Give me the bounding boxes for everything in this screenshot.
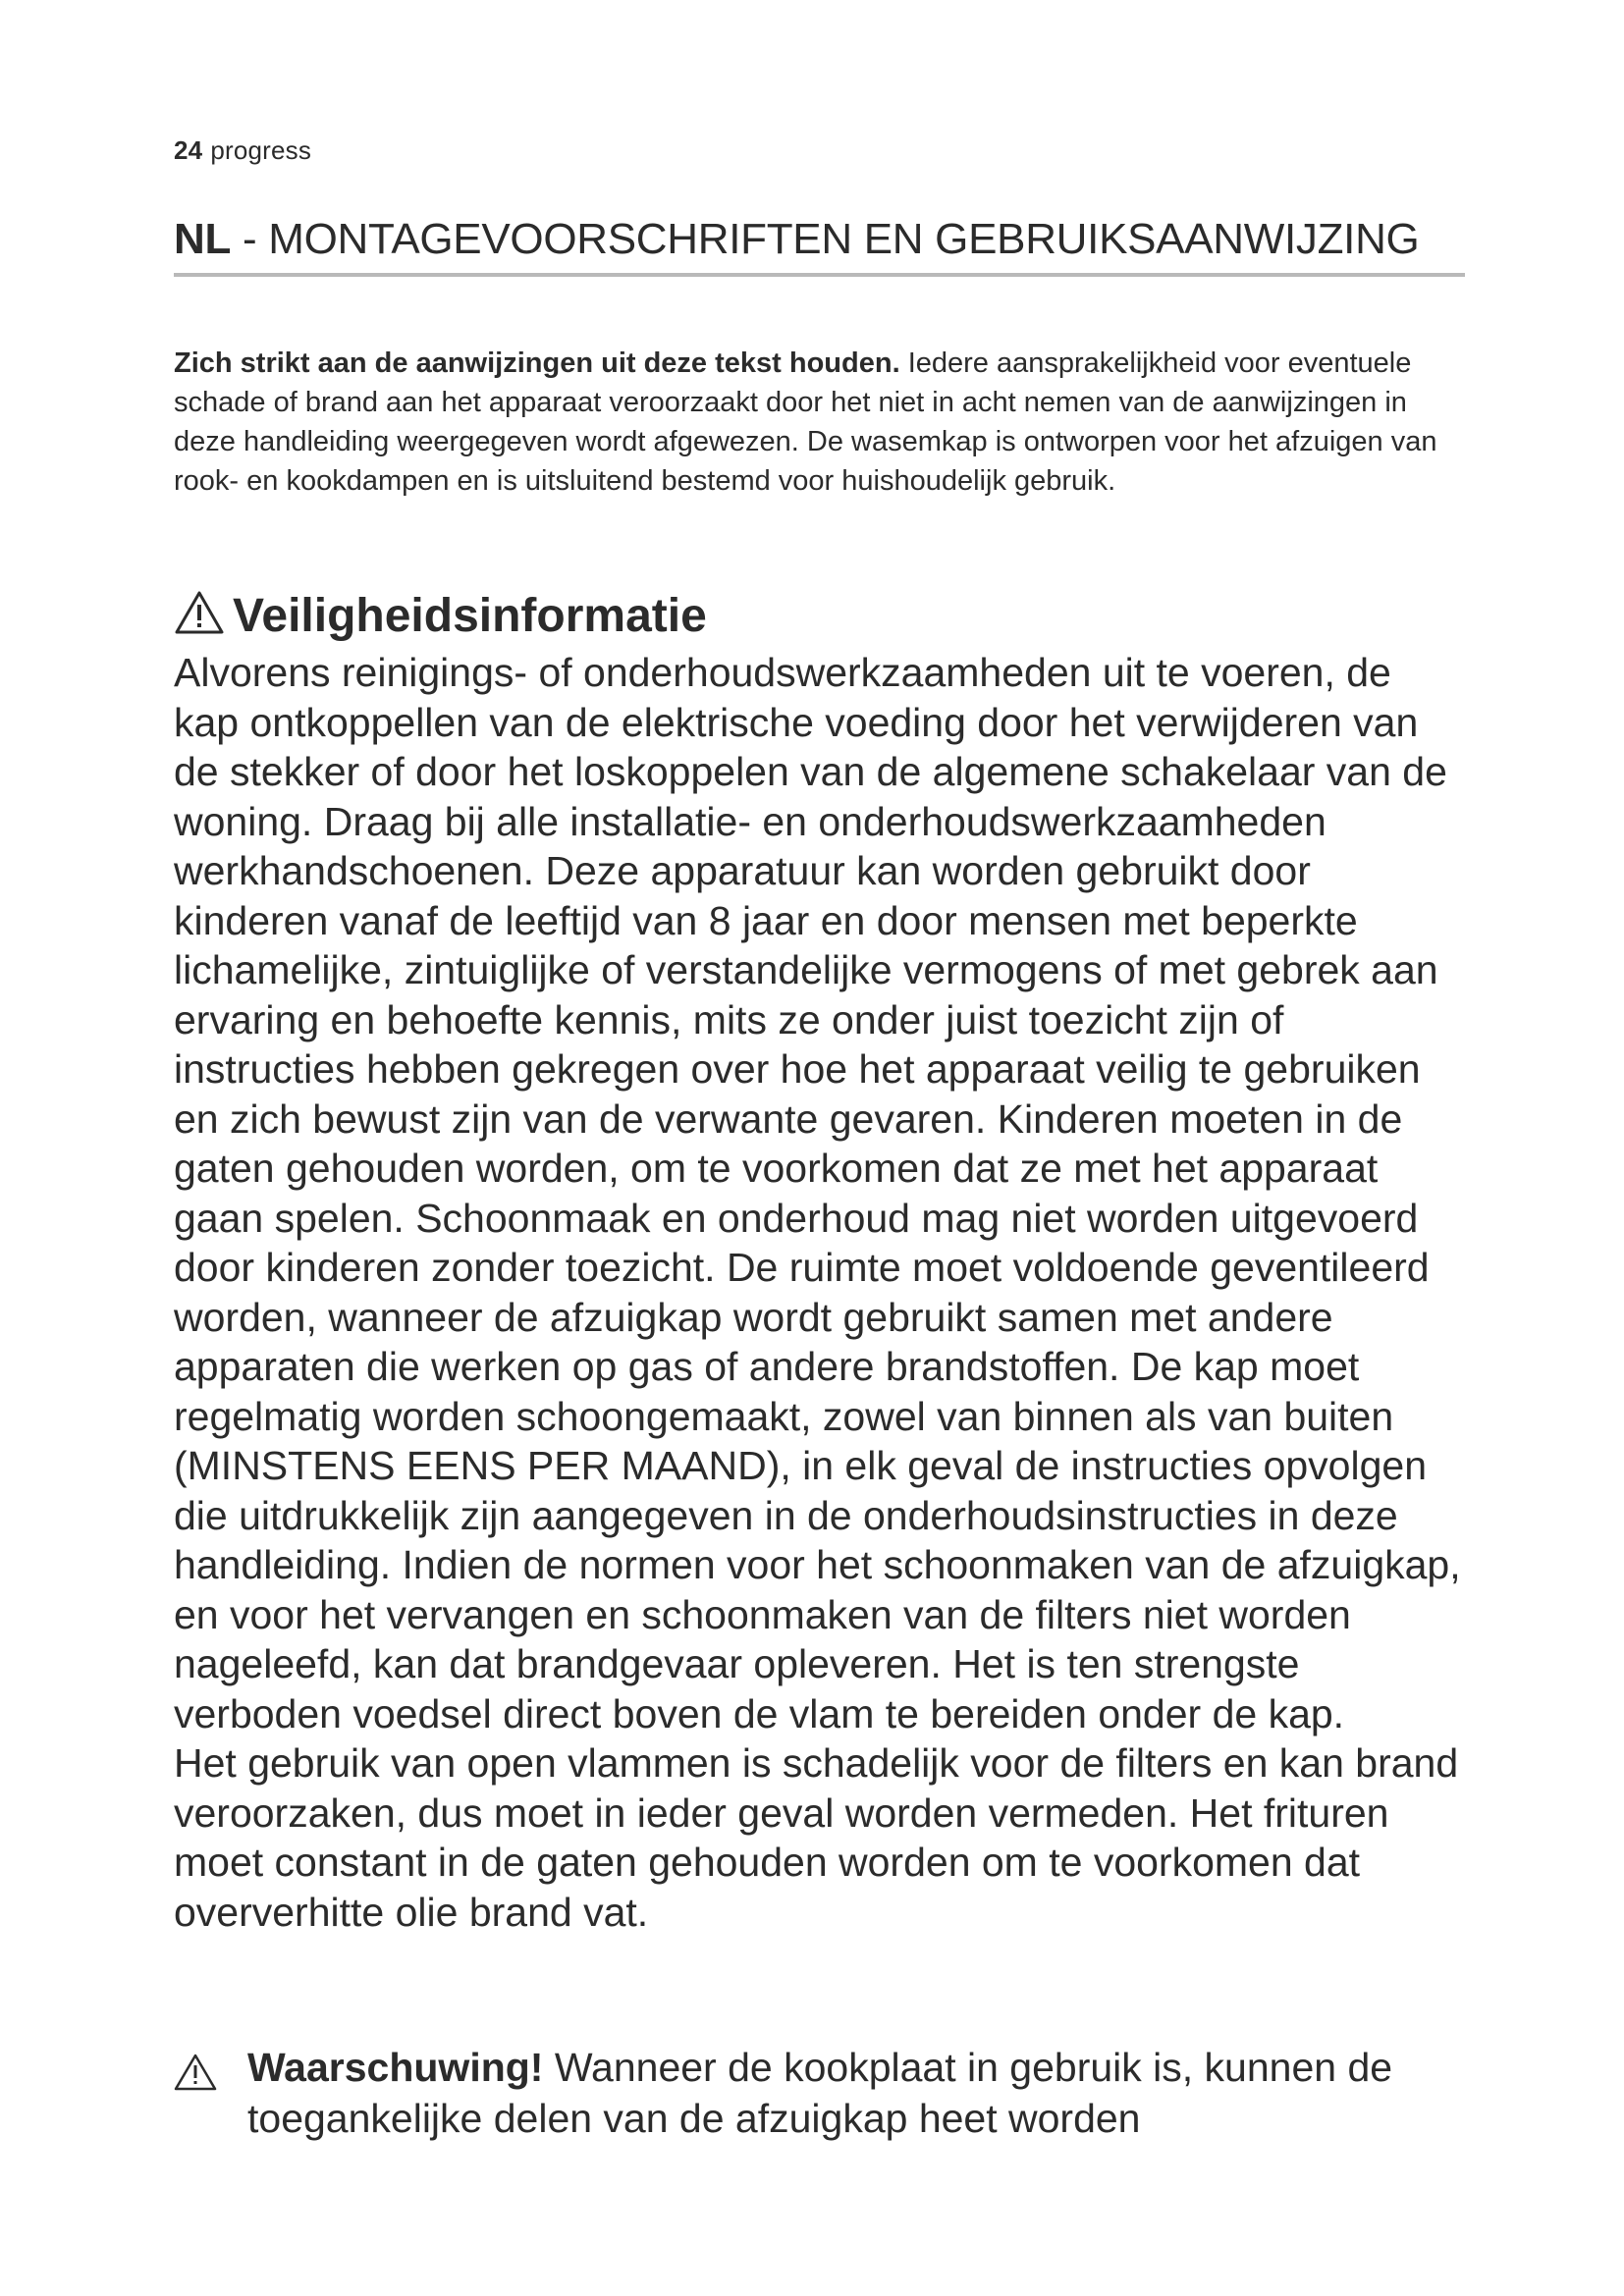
safety-text <box>174 648 1465 1937</box>
page-number: 24 <box>174 135 203 165</box>
warning-label: Waarschuwing! <box>247 2045 544 2090</box>
safety-heading-text: Veiligheidsinformatie <box>233 590 707 642</box>
warning-note <box>174 2042 1465 2144</box>
brand-name: progress <box>210 135 312 165</box>
safety-paragraph: Het gebruik van open vlammen is schadelijk voor de filters en kan brand veroorzaken, dus moet in ieder geval worden vermeden. Het frituren moet constant in de gaten gehouden worden om te voorkomen dat oververhitte olie brand vat. <box>174 1740 1459 1935</box>
safety-heading <box>174 587 707 646</box>
page-title-text: - MONTAGEVOORSCHRIFTEN EN GEBRUIKSAANWIJZING <box>231 215 1420 263</box>
language-code: NL <box>174 215 232 263</box>
intro-lead: Zich strikt aan de aanwijzingen uit deze tekst houden. <box>174 347 900 379</box>
warning-triangle-icon <box>174 590 225 635</box>
intro-paragraph <box>174 344 1440 501</box>
page-header <box>174 135 311 166</box>
intro-body: Iedere aansprakelijkheid voor eventuele schade of brand aan het apparaat veroorzaakt door het niet in acht nemen van de aanwijzingen in deze handleiding weergegeven wordt afgewezen. De wasemkap is ontworpen voor het afzuigen van rook- en kookdampen en is uitsluitend bestemd voor huishoudelijk gebruik. <box>174 347 1437 497</box>
safety-paragraph: Alvorens reinigings- of onderhoudswerkzaamheden uit te voeren, de kap ontkoppellen van de elektrische voeding door het verwijderen van de stekker of door het loskoppelen van de algemene schakelaar van de woning. Draag bij alle installatie- en onderhoudswerkzaamheden werkhandschoenen. Deze apparatuur kan worden gebruikt door kinderen vanaf de leeftijd van 8 jaar en door mensen met beperkte lichamelijke, zintuiglijke of verstandelijke vermogens of met gebrek aan ervaring en behoefte kennis, mits ze onder juist toezicht zijn of instructies hebben gekregen over hoe het apparaat veilig te gebruiken en zich bewust zijn van de verwante gevaren. Kinderen moeten in de gaten gehouden worden, om te voorkomen dat ze met het apparaat gaan spelen. Schoonmaak en onderhoud mag niet worden uitgevoerd door kinderen zonder toezicht. De ruimte moet voldoende geventileerd worden, wanneer de afzuigkap wordt gebruikt samen met andere apparaten die werken op gas of andere brandstoffen. De kap moet regelmatig worden schoongemaakt, zowel van binnen als van buiten (MINSTENS EENS PER MAAND), in elk geval de instructies opvolgen die uitdrukkelijk zijn aangegeven in de onderhoudsinstructies in deze handleiding. Indien de normen voor het schoonmaken van de afzuigkap, en voor het vervangen en schoonmaken van de filters niet worden nageleefd, kan dat brandgevaar opleveren. Het is ten strengste verboden voedsel direct boven de vlam te bereiden onder de kap. <box>174 650 1461 1736</box>
warning-triangle-icon <box>174 2054 217 2091</box>
warning-text <box>247 2042 1465 2144</box>
warning-body: Wanneer de kookplaat in gebruik is, kunnen de toegankelijke delen van de afzuigkap heet worden <box>247 2045 1393 2141</box>
page-title <box>174 212 1465 277</box>
